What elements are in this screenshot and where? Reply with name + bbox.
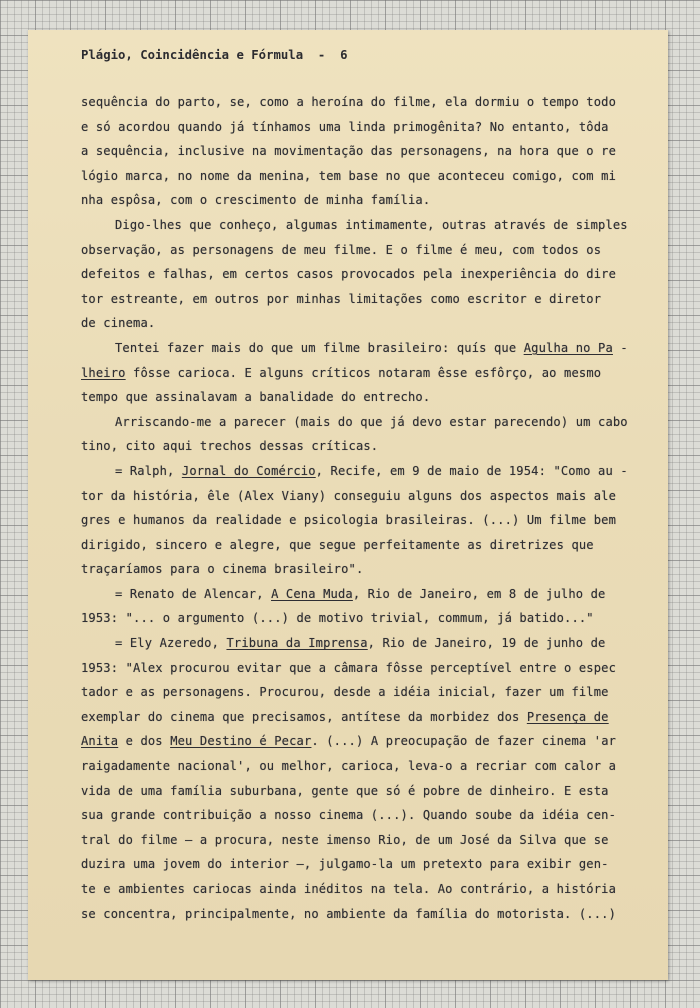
text-line <box>81 311 657 336</box>
text-segment: de cinema. <box>81 316 156 331</box>
text-segment: tino, cito aqui trechos dessas críticas. <box>81 439 379 454</box>
text-segment: = Ralph, <box>115 463 182 478</box>
text-segment: exemplar do cinema que precisamos, antítese da morbidez dos <box>81 709 527 724</box>
text-segment: tor estreante, em outros por minhas limitações como escritor e diretor <box>81 291 602 306</box>
text-line <box>81 164 657 189</box>
text-line <box>81 508 657 533</box>
text-line <box>81 606 657 631</box>
text-line <box>81 680 657 705</box>
text-line <box>81 705 657 730</box>
text-line <box>81 754 657 779</box>
text-segment: - <box>612 340 628 355</box>
text-segment: = Ely Azeredo, <box>115 636 227 651</box>
text-segment: vida de uma família suburbana, gente que só é pobre de dinheiro. E esta <box>81 783 609 798</box>
underlined-title: lheiro <box>81 365 126 380</box>
text-line <box>81 852 657 877</box>
text-line <box>81 631 657 656</box>
text-line <box>81 557 657 582</box>
text-line <box>81 90 657 115</box>
text-segment: , Recife, em 9 de maio de 1954: "Como au - <box>315 463 628 478</box>
text-line <box>81 385 657 410</box>
text-segment: observação, as personagens de meu filme. E o filme é meu, com todos os <box>81 242 602 257</box>
text-line <box>81 902 657 927</box>
underlined-title: Presença de <box>526 709 609 724</box>
text-segment: raigadamente nacional', ou melhor, carioca, leva-o a recriar com calor a <box>81 759 617 774</box>
underlined-title: Anita <box>81 734 119 749</box>
text-segment: a sequência, inclusive na movimentação das personagens, na hora que o re <box>81 144 617 159</box>
text-segment: nha espôsa, com o crescimento de minha família. <box>81 193 431 208</box>
text-line <box>81 188 657 213</box>
text-line <box>81 115 657 140</box>
typed-body-text <box>81 90 657 926</box>
text-segment: tempo que assinalavam a banalidade do entrecho. <box>81 390 431 405</box>
text-segment: gres e humanos da realidade e psicologia brasileiras. (...) Um filme bem <box>81 513 617 528</box>
text-segment: 1953: "Alex procurou evitar que a câmara fôsse perceptível entre o espec <box>81 660 617 675</box>
text-segment: 1953: "... o argumento (...) de motivo trivial, commum, já batido..." <box>81 611 594 626</box>
text-line <box>81 410 657 435</box>
text-line <box>81 484 657 509</box>
page-header: Plágio, Coincidência e Fórmula - 6 <box>81 48 348 62</box>
typed-page <box>28 30 668 980</box>
underlined-title: Tribuna da Imprensa <box>226 636 368 651</box>
text-line <box>81 139 657 164</box>
text-line <box>81 434 657 459</box>
text-segment: sua grande contribuição a nosso cinema (...). Quando soube da idéia cen- <box>81 808 617 823</box>
text-segment: defeitos e falhas, em certos casos provocados pela inexperiência do dire <box>81 267 617 282</box>
text-segment: e só acordou quando já tínhamos uma linda primogênita? No entanto, tôda <box>81 119 609 134</box>
text-segment: = Renato de Alencar, <box>115 586 272 601</box>
text-line <box>81 729 657 754</box>
text-line <box>81 213 657 238</box>
text-line <box>81 803 657 828</box>
text-line <box>81 828 657 853</box>
text-segment: dirigido, sincero e alegre, que segue perfeitamente as diretrizes que <box>81 537 594 552</box>
text-line <box>81 656 657 681</box>
text-segment: . (...) A preocupação de fazer cinema 'ar <box>311 734 617 749</box>
text-segment: Tentei fazer mais do que um filme brasileiro: quís que <box>115 340 524 355</box>
text-line <box>81 336 657 361</box>
text-segment: Digo-lhes que conheço, algumas intimamente, outras através de simples <box>115 217 628 232</box>
text-line <box>81 582 657 607</box>
text-line <box>81 459 657 484</box>
underlined-title: Meu Destino é Pecar <box>170 734 312 749</box>
text-segment: e dos <box>118 734 171 749</box>
text-segment: duzira uma jovem do interior —, julgamo-la um pretexto para exibir gen- <box>81 857 609 872</box>
text-segment: , Rio de Janeiro, em 8 de julho de <box>352 586 606 601</box>
text-line <box>81 877 657 902</box>
text-segment: se concentra, principalmente, no ambiente da família do motorista. (...) <box>81 906 617 921</box>
underlined-title: Jornal do Comércio <box>181 463 316 478</box>
text-line <box>81 238 657 263</box>
text-segment: te e ambientes cariocas ainda inéditos na tela. Ao contrário, a história <box>81 882 617 896</box>
text-line <box>81 262 657 287</box>
text-segment: , Rio de Janeiro, 19 de junho de <box>367 636 606 651</box>
text-line <box>81 287 657 312</box>
text-segment: fôsse carioca. E alguns críticos notaram êsse esfôrço, ao mesmo <box>125 365 602 380</box>
underlined-title: A Cena Muda <box>271 586 353 601</box>
text-line <box>81 779 657 804</box>
text-segment: tador e as personagens. Procurou, desde a idéia inicial, fazer um filme <box>81 685 609 700</box>
text-line <box>81 361 657 386</box>
text-segment: lógio marca, no nome da menina, tem base no que aconteceu comigo, com mi <box>81 168 617 183</box>
underlined-title: Agulha no Pa <box>523 340 613 355</box>
text-segment: traçaríamos para o cinema brasileiro". <box>81 562 364 577</box>
text-segment: Arriscando-me a parecer (mais do que já devo estar parecendo) um cabo <box>115 414 628 429</box>
text-segment: tor da história, êle (Alex Viany) conseguiu alguns dos aspectos mais ale <box>81 488 617 503</box>
text-segment: sequência do parto, se, como a heroína do filme, ela dormiu o tempo todo <box>81 95 617 109</box>
text-line <box>81 533 657 558</box>
text-segment: tral do filme — a procura, neste imenso Rio, de um José da Silva que se <box>81 832 609 847</box>
